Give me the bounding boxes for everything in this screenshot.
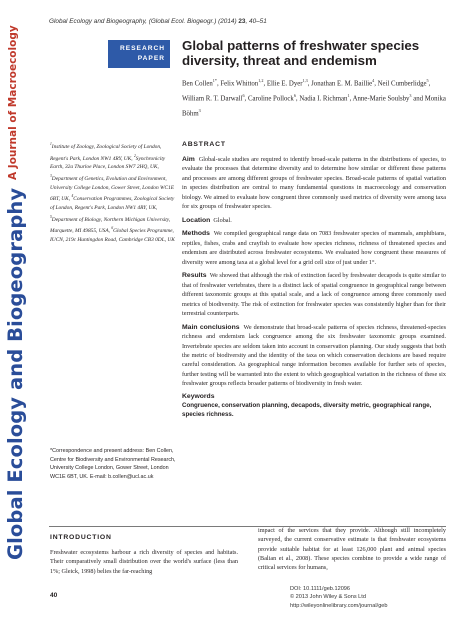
spine-journal-subtitle: A Journal of Macroecology	[7, 25, 19, 180]
introduction-text-right: impact of the services that they provide. Although still incompletely surveyed, the current conservative estimate is that freshwater ecosystems provide suitable habitat for at least 126,000 plant and animal species (Balian et al., 2008). These species combine to provide a wide range of critical services for humans,	[258, 527, 446, 572]
author-separator: ,	[349, 95, 353, 103]
author-affiliation-marker: 1,3	[302, 78, 308, 83]
abstract-section-heading: Location	[182, 216, 211, 224]
running-head-journal: Global Ecology and Biogeography, (Global Ecol. Biogeogr.) (2014)	[49, 18, 237, 25]
author-name: Ellie E. Dyer	[266, 80, 303, 88]
author-separator: ,	[428, 80, 431, 88]
affiliation-marker: 5	[50, 214, 52, 219]
affiliation-text: Department of Biology, Northern Michigan University, Marquette, MI 49855, USA,	[50, 216, 171, 235]
introduction-heading: INTRODUCTION	[50, 534, 112, 541]
affiliation-text: Conservation Programmes, Zoological Society of London, Regent's Park, London NW1 4RY, UK,	[50, 196, 175, 211]
abstract-section-text: Global.	[213, 216, 232, 224]
affiliation-text: Global Species Programme, IUCN, 219c Huntingdon Road, Cambridge CB3 0DL, UK	[50, 228, 175, 243]
abstract-aim	[182, 155, 446, 211]
abstract-section-heading: Aim	[182, 156, 195, 163]
article-type-badge	[108, 40, 170, 68]
author-name: William R. T. Darwall	[182, 95, 243, 103]
author-name: Ben Collen	[182, 80, 213, 88]
abstract-body	[182, 155, 446, 420]
abstract-conclusions	[182, 323, 446, 389]
author-name: Felix Whitton	[220, 80, 259, 88]
author-separator: ,	[374, 80, 378, 88]
abstract-location	[182, 216, 446, 225]
footer-doi-block	[290, 585, 460, 610]
abstract-section-text: We compiled geographical range data on 7083 freshwater species of mammals, amphibians, reptiles, fishes, crabs and crayfish to evaluate how species richness, richness of threatened species and endemism are distributed across freshwater ecosystems. We evaluated how congruent these measures of diversity were among taxa at a global level for a grid cell size of just under 1°.	[182, 230, 446, 266]
page-number: 40	[50, 592, 58, 599]
article-title: Global patterns of freshwater species diversity, threat and endemism	[182, 38, 420, 68]
doi-link[interactable]: DOI: 10.1111/geb.12096	[290, 586, 351, 592]
author-affiliation-marker: 1*	[212, 78, 217, 83]
author-affiliation-marker: 3	[198, 108, 201, 114]
author-name: Neil Cumberlidge	[377, 80, 427, 88]
abstract-section-heading: Methods	[182, 230, 210, 238]
author-name: Nadia I. Richman	[299, 95, 348, 103]
author-affiliation-marker: 1,2	[258, 78, 264, 83]
affiliation-text: Institute of Zoology, Zoological Society of London, Regent's Park, London NW1 4RY, UK,	[50, 143, 162, 162]
affiliation-marker: 6	[111, 226, 114, 231]
article-type-line2: PAPER	[137, 55, 165, 62]
abstract-section-text: We demonstrate that broad-scale patterns of species richness, threatened-species richness and endemism lack congruence among the six freshwater taxonomic groups examined. Invertebrate species are seldom taken into account in conservation planning. Our study suggests that both the metric of biodiversity and the identity of the taxa on which conservation decisions are based require careful consideration. As geographical range information becomes available for further sets of species, further testing will be warranted into the extent to which geographical variation in the richness of these six freshwater groups reflects broader patterns of biodiversity in fresh water.	[182, 323, 447, 388]
abstract-section-text: Global-scale studies are required to identify broad-scale patterns in the distributions of species, to evaluate the processes that determine diversity and to determine how similar or different these patterns and processes are among different groups of freshwater species. Broad-scale patterns of spatial variation in species distribution are central to many fundamental questions in macroecology and conservation biology. We aimed to evaluate how congruent three commonly used metrics of diversity were among taxa for six groups of freshwater species.	[182, 156, 447, 211]
author-affiliation-marker: 1	[347, 93, 350, 99]
affiliation-marker: 1	[50, 142, 52, 146]
author-separator: ,	[244, 95, 248, 103]
author-name: Anne-Marie Soulsby	[352, 95, 410, 103]
author-separator: ,	[295, 95, 300, 103]
affiliation-marker: 3	[50, 173, 52, 178]
author-separator: and	[411, 95, 425, 103]
abstract-results	[182, 271, 446, 318]
affiliation-marker: 4	[71, 194, 74, 199]
introduction-text-left: Freshwater ecosystems harbour a rich diversity of species and habitats. Their comparatively small distribution over the world's surface (less than 1%; Gleick, 1998) belies the far-reaching	[50, 549, 238, 575]
author-name: Monika Böhm	[182, 95, 446, 118]
abstract-heading: ABSTRACT	[182, 141, 226, 148]
abstract-section-heading: Results	[182, 272, 207, 280]
copyright-line: © 2013 John Wiley & Sons Ltd http://wileyonlinelibrary.com/journal/geb	[290, 594, 388, 609]
correspondence-note: *Correspondence and present address: Ben Collen, Centre for Biodiversity and Environmental Research, University College London, Gower Street, London WC1E 6BT, UK. E-mail: b.collen@ucl.ac.uk	[50, 448, 176, 480]
abstract-section-text: We showed that although the risk of extinction faced by freshwater decapods is quite similar to that of freshwater vertebrates, there is a distinct lack of spatial congruence in geographical range between different taxonomic groups at this spatial scale, and a lack of congruence among three commonly used metrics of biodiversity. The risk of extinction for freshwater species was consistently higher than for their terrestrial counterparts.	[182, 272, 447, 317]
author-affiliation-marker: 4	[372, 78, 375, 83]
author-name: Caroline Pollock	[247, 95, 294, 103]
affiliation-text: Synchronicity Earth, 32a Thurloe Place, London SW7 2HQ, UK,	[50, 155, 166, 171]
running-head	[49, 18, 267, 25]
author-separator: ,	[263, 80, 267, 88]
abstract-methods	[182, 229, 446, 267]
keywords-heading: Keywords	[182, 392, 215, 400]
author-affiliation-marker: 5	[426, 78, 429, 83]
author-affiliation-marker: 6	[293, 93, 296, 99]
affiliation-marker: 2	[133, 153, 136, 158]
affiliations	[50, 140, 178, 245]
affiliation-text: Department of Genetics, Evolution and Environment, University College London, Gower Street, London WC1E 6BT, UK,	[50, 175, 175, 203]
running-head-pages: , 40–51	[245, 18, 267, 25]
author-separator: ,	[216, 80, 221, 88]
author-affiliation-marker: 3	[409, 93, 412, 99]
author-name: Jonathan E. M. Baillie	[311, 80, 373, 88]
article-type-line1: RESEARCH	[119, 45, 165, 52]
author-separator: ,	[307, 80, 312, 88]
keywords: Congruence, conservation planning, decapods, diversity metric, geographical range, species richness.	[182, 401, 432, 419]
author-list	[182, 75, 452, 120]
abstract-section-heading: Main conclusions	[182, 323, 240, 331]
spine-journal-name: Global Ecology and Biogeography	[4, 187, 27, 560]
running-head-volume: 23	[238, 18, 246, 25]
author-affiliation-marker: 6	[242, 93, 245, 99]
